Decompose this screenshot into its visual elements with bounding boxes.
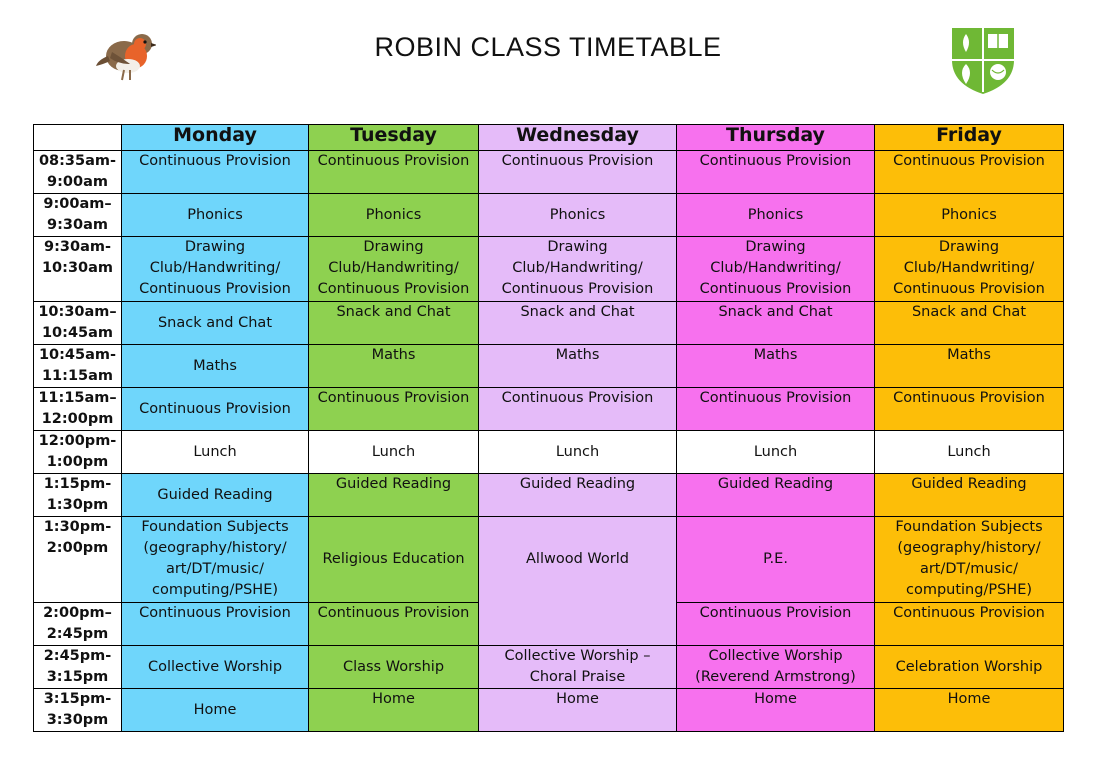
cell: Drawing Club/Handwriting/ Continuous Provision bbox=[479, 237, 677, 302]
day-header-tuesday: Tuesday bbox=[309, 125, 479, 151]
cell: Continuous Provision bbox=[677, 603, 875, 646]
cell: Continuous Provision bbox=[875, 151, 1064, 194]
table-row bbox=[34, 237, 1064, 302]
day-header-friday: Friday bbox=[875, 125, 1064, 151]
time-cell: 2:00pm– 2:45pm bbox=[34, 603, 122, 646]
time-cell: 1:30pm- 2:00pm bbox=[34, 517, 122, 603]
cell: Continuous Provision bbox=[875, 603, 1064, 646]
cell: Lunch bbox=[122, 431, 309, 474]
cell: Home bbox=[122, 689, 309, 732]
cell: Snack and Chat bbox=[309, 302, 479, 345]
table-row bbox=[34, 517, 1064, 603]
table-row bbox=[34, 345, 1064, 388]
cell: Phonics bbox=[479, 194, 677, 237]
time-cell: 08:35am- 9:00am bbox=[34, 151, 122, 194]
table-row bbox=[34, 151, 1064, 194]
cell: Home bbox=[677, 689, 875, 732]
cell: Snack and Chat bbox=[479, 302, 677, 345]
cell: Collective Worship (Reverend Armstrong) bbox=[677, 646, 875, 689]
time-cell: 9:30am- 10:30am bbox=[34, 237, 122, 302]
school-crest-icon bbox=[950, 26, 1016, 100]
cell: Drawing Club/Handwriting/ Continuous Provision bbox=[122, 237, 309, 302]
cell: Collective Worship bbox=[122, 646, 309, 689]
cell: Allwood World bbox=[479, 517, 677, 646]
time-cell: 12:00pm- 1:00pm bbox=[34, 431, 122, 474]
cell: Phonics bbox=[677, 194, 875, 237]
cell: Guided Reading bbox=[122, 474, 309, 517]
table-row bbox=[34, 474, 1064, 517]
cell: Continuous Provision bbox=[122, 151, 309, 194]
cell: Continuous Provision bbox=[122, 388, 309, 431]
corner-cell bbox=[34, 125, 122, 151]
time-cell: 9:00am– 9:30am bbox=[34, 194, 122, 237]
cell: Drawing Club/Handwriting/ Continuous Provision bbox=[309, 237, 479, 302]
cell: Maths bbox=[479, 345, 677, 388]
cell: Home bbox=[875, 689, 1064, 732]
cell: Guided Reading bbox=[677, 474, 875, 517]
cell: Celebration Worship bbox=[875, 646, 1064, 689]
cell: Collective Worship – Choral Praise bbox=[479, 646, 677, 689]
table-row bbox=[34, 194, 1064, 237]
cell: P.E. bbox=[677, 517, 875, 603]
time-cell: 3:15pm- 3:30pm bbox=[34, 689, 122, 732]
cell: Phonics bbox=[875, 194, 1064, 237]
cell: Drawing Club/Handwriting/ Continuous Provision bbox=[677, 237, 875, 302]
time-cell: 1:15pm- 1:30pm bbox=[34, 474, 122, 517]
cell: Maths bbox=[677, 345, 875, 388]
cell: Drawing Club/Handwriting/ Continuous Provision bbox=[875, 237, 1064, 302]
header-row bbox=[34, 125, 1064, 151]
cell: Guided Reading bbox=[479, 474, 677, 517]
cell: Continuous Provision bbox=[677, 151, 875, 194]
cell: Guided Reading bbox=[309, 474, 479, 517]
cell: Snack and Chat bbox=[875, 302, 1064, 345]
timetable bbox=[33, 124, 1064, 732]
cell: Maths bbox=[875, 345, 1064, 388]
time-cell: 10:45am- 11:15am bbox=[34, 345, 122, 388]
cell: Guided Reading bbox=[875, 474, 1064, 517]
time-cell: 10:30am– 10:45am bbox=[34, 302, 122, 345]
day-header-monday: Monday bbox=[122, 125, 309, 151]
cell: Snack and Chat bbox=[122, 302, 309, 345]
cell: Continuous Provision bbox=[309, 603, 479, 646]
cell: Lunch bbox=[875, 431, 1064, 474]
cell: Home bbox=[309, 689, 479, 732]
cell: Continuous Provision bbox=[479, 151, 677, 194]
cell: Continuous Provision bbox=[122, 603, 309, 646]
cell: Religious Education bbox=[309, 517, 479, 603]
table-row bbox=[34, 431, 1064, 474]
cell: Lunch bbox=[309, 431, 479, 474]
cell: Maths bbox=[122, 345, 309, 388]
cell: Foundation Subjects (geography/history/ art/DT/music/ computing/PSHE) bbox=[875, 517, 1064, 603]
cell: Continuous Provision bbox=[875, 388, 1064, 431]
page-title: ROBIN CLASS TIMETABLE bbox=[374, 32, 722, 62]
cell: Continuous Provision bbox=[479, 388, 677, 431]
cell: Lunch bbox=[479, 431, 677, 474]
cell: Foundation Subjects (geography/history/ art/DT/music/ computing/PSHE) bbox=[122, 517, 309, 603]
table-row bbox=[34, 646, 1064, 689]
table-row bbox=[34, 388, 1064, 431]
day-header-thursday: Thursday bbox=[677, 125, 875, 151]
table-row bbox=[34, 302, 1064, 345]
time-cell: 2:45pm- 3:15pm bbox=[34, 646, 122, 689]
cell: Continuous Provision bbox=[309, 151, 479, 194]
cell: Lunch bbox=[677, 431, 875, 474]
cell: Home bbox=[479, 689, 677, 732]
cell: Snack and Chat bbox=[677, 302, 875, 345]
cell: Class Worship bbox=[309, 646, 479, 689]
table-row bbox=[34, 689, 1064, 732]
day-header-wednesday: Wednesday bbox=[479, 125, 677, 151]
cell: Phonics bbox=[122, 194, 309, 237]
cell: Maths bbox=[309, 345, 479, 388]
cell: Continuous Provision bbox=[677, 388, 875, 431]
time-cell: 11:15am– 12:00pm bbox=[34, 388, 122, 431]
cell: Phonics bbox=[309, 194, 479, 237]
cell: Continuous Provision bbox=[309, 388, 479, 431]
